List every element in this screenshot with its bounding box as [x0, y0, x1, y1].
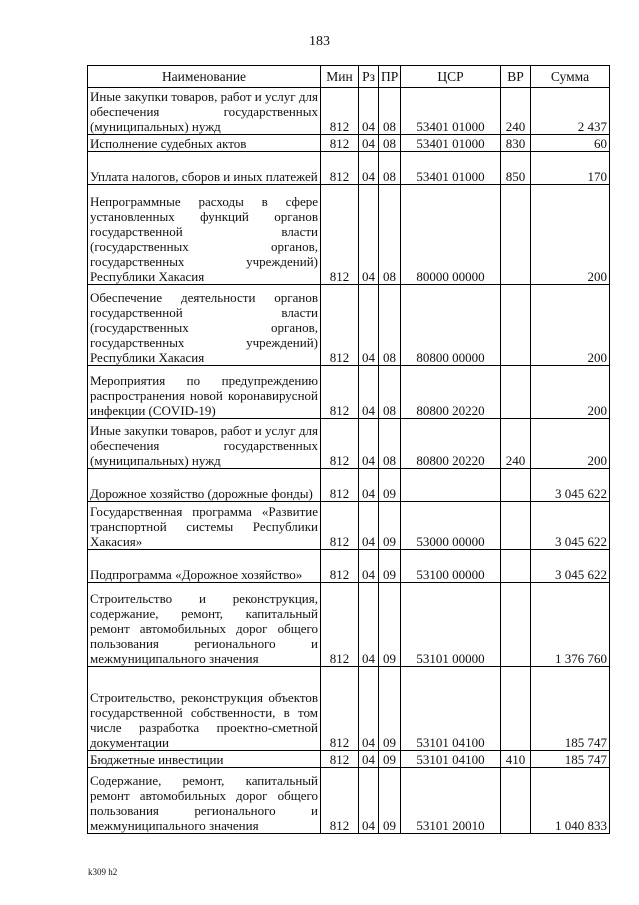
row-name: Уплата налогов, сборов и иных платежей [88, 152, 321, 185]
page-number: 183 [309, 34, 330, 49]
row-name: Подпрограмма «Дорожное хозяйство» [88, 550, 321, 583]
row-name: Обеспечение деятельности органов государственной власти (государственных органов, государственных учреждений) Республики Хакасия [88, 285, 321, 366]
row-sum: 200 [531, 366, 610, 419]
row-csr: 53101 20010 [401, 768, 501, 834]
row-vr: 850 [501, 152, 531, 185]
row-sum: 3 045 622 [531, 550, 610, 583]
row-name: Иные закупки товаров, работ и услуг для обеспечения государственных (муниципальных) нужд [88, 88, 321, 135]
row-vr [501, 469, 531, 502]
row-pr: 08 [379, 285, 401, 366]
row-rz: 04 [359, 751, 379, 768]
row-rz: 04 [359, 88, 379, 135]
header-csr: ЦСР [401, 66, 501, 88]
table-row [88, 502, 610, 550]
row-pr: 08 [379, 366, 401, 419]
budget-table [87, 65, 610, 834]
row-name: Строительство, реконструкция объектов государственной собственности, в том числе разработка проектно-сметной документации [88, 667, 321, 751]
row-name: Государственная программа «Развитие транспортной системы Республики Хакасия» [88, 502, 321, 550]
row-csr: 53101 04100 [401, 751, 501, 768]
row-min: 812 [321, 135, 359, 152]
table-row [88, 469, 610, 502]
table-row [88, 667, 610, 751]
row-pr: 09 [379, 667, 401, 751]
row-rz: 04 [359, 419, 379, 469]
row-vr: 240 [501, 419, 531, 469]
row-sum: 185 747 [531, 667, 610, 751]
row-pr: 09 [379, 583, 401, 667]
row-csr [401, 469, 501, 502]
header-vr: ВР [501, 66, 531, 88]
row-name: Дорожное хозяйство (дорожные фонды) [88, 469, 321, 502]
row-vr [501, 285, 531, 366]
row-min: 812 [321, 751, 359, 768]
document-footer-code: k309 h2 [88, 867, 118, 877]
row-sum: 185 747 [531, 751, 610, 768]
row-min: 812 [321, 469, 359, 502]
row-min: 812 [321, 583, 359, 667]
row-vr [501, 667, 531, 751]
table-row [88, 419, 610, 469]
row-sum: 2 437 [531, 88, 610, 135]
row-rz: 04 [359, 185, 379, 285]
row-csr: 80800 20220 [401, 419, 501, 469]
row-min: 812 [321, 285, 359, 366]
row-vr [501, 583, 531, 667]
row-pr: 09 [379, 751, 401, 768]
row-pr: 08 [379, 135, 401, 152]
table-row [88, 583, 610, 667]
row-csr: 80000 00000 [401, 185, 501, 285]
row-csr: 53401 01000 [401, 88, 501, 135]
row-csr: 80800 00000 [401, 285, 501, 366]
row-rz: 04 [359, 366, 379, 419]
table-row [88, 768, 610, 834]
row-csr: 53101 00000 [401, 583, 501, 667]
row-sum: 3 045 622 [531, 469, 610, 502]
row-min: 812 [321, 152, 359, 185]
row-name: Мероприятия по предупреждению распространения новой коронавирусной инфекции (COVID-19) [88, 366, 321, 419]
row-vr [501, 185, 531, 285]
row-sum: 3 045 622 [531, 502, 610, 550]
row-rz: 04 [359, 667, 379, 751]
row-pr: 09 [379, 502, 401, 550]
header-sum: Сумма [531, 66, 610, 88]
table-row [88, 285, 610, 366]
row-min: 812 [321, 667, 359, 751]
row-vr: 830 [501, 135, 531, 152]
row-pr: 09 [379, 768, 401, 834]
row-rz: 04 [359, 135, 379, 152]
row-vr: 240 [501, 88, 531, 135]
row-name: Содержание, ремонт, капитальный ремонт автомобильных дорог общего пользования регионального и межмуниципального значения [88, 768, 321, 834]
row-sum: 170 [531, 152, 610, 185]
header-min: Мин [321, 66, 359, 88]
row-name: Бюджетные инвестиции [88, 751, 321, 768]
table-row [88, 88, 610, 135]
table-row [88, 550, 610, 583]
table-row [88, 751, 610, 768]
row-sum: 60 [531, 135, 610, 152]
row-min: 812 [321, 768, 359, 834]
row-vr: 410 [501, 751, 531, 768]
row-rz: 04 [359, 583, 379, 667]
row-csr: 53101 04100 [401, 667, 501, 751]
row-name: Иные закупки товаров, работ и услуг для обеспечения государственных (муниципальных) нужд [88, 419, 321, 469]
row-vr [501, 366, 531, 419]
table-row [88, 366, 610, 419]
row-min: 812 [321, 502, 359, 550]
table-header-row [88, 66, 610, 88]
row-vr [501, 502, 531, 550]
table-row [88, 152, 610, 185]
row-min: 812 [321, 419, 359, 469]
row-csr: 53401 01000 [401, 152, 501, 185]
row-pr: 08 [379, 152, 401, 185]
header-rz: Рз [359, 66, 379, 88]
row-rz: 04 [359, 469, 379, 502]
row-name: Непрограммные расходы в сфере установленных функций органов государственной власти (государственных органов, государственных учреждений) Республики Хакасия [88, 185, 321, 285]
row-name: Исполнение судебных актов [88, 135, 321, 152]
row-pr: 08 [379, 185, 401, 285]
row-sum: 200 [531, 285, 610, 366]
row-min: 812 [321, 88, 359, 135]
row-rz: 04 [359, 285, 379, 366]
row-pr: 08 [379, 88, 401, 135]
row-sum: 200 [531, 419, 610, 469]
row-name: Строительство и реконструкция, содержание, ремонт, капитальный ремонт автомобильных дорог общего пользования регионального и межмуниципального значения [88, 583, 321, 667]
row-pr: 09 [379, 469, 401, 502]
row-csr: 53000 00000 [401, 502, 501, 550]
row-csr: 53100 00000 [401, 550, 501, 583]
row-pr: 09 [379, 550, 401, 583]
row-rz: 04 [359, 550, 379, 583]
row-sum: 200 [531, 185, 610, 285]
row-rz: 04 [359, 152, 379, 185]
row-vr [501, 768, 531, 834]
row-csr: 53401 01000 [401, 135, 501, 152]
row-csr: 80800 20220 [401, 366, 501, 419]
row-rz: 04 [359, 768, 379, 834]
row-sum: 1 040 833 [531, 768, 610, 834]
row-min: 812 [321, 185, 359, 285]
row-vr [501, 550, 531, 583]
row-rz: 04 [359, 502, 379, 550]
table-row [88, 185, 610, 285]
row-min: 812 [321, 550, 359, 583]
header-pr: ПР [379, 66, 401, 88]
row-min: 812 [321, 366, 359, 419]
table-row [88, 135, 610, 152]
row-pr: 08 [379, 419, 401, 469]
row-sum: 1 376 760 [531, 583, 610, 667]
header-name: Наименование [88, 66, 321, 88]
